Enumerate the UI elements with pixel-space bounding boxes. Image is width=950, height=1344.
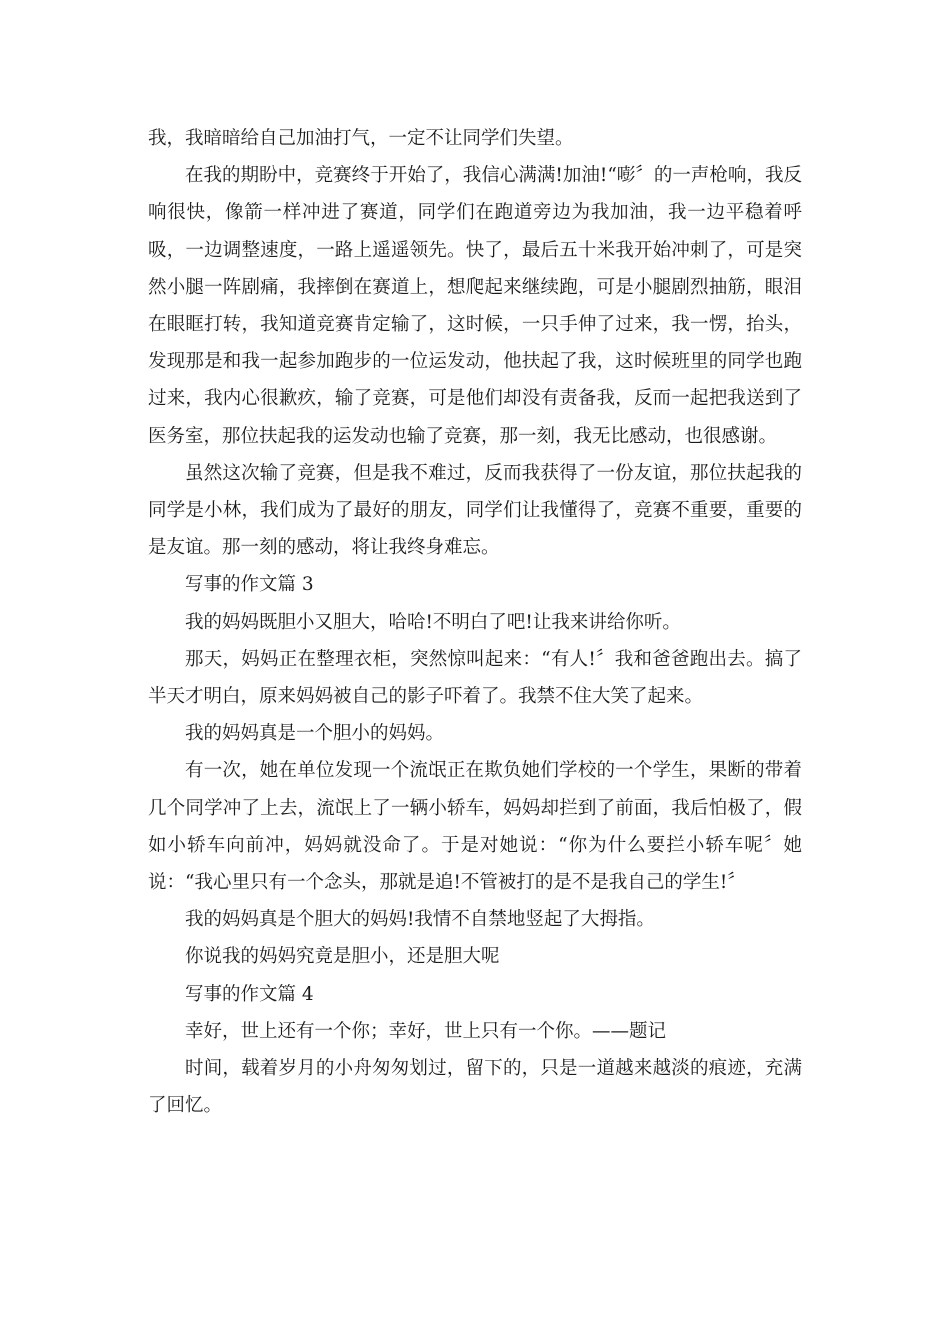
- paragraph-time: 时间，载着岁月的小舟匆匆划过，留下的，只是一道越来越淡的痕迹，充满了回忆。: [148, 1058, 802, 1117]
- paragraph-timid-mother: 我的妈妈真是一个胆小的妈妈。: [185, 723, 445, 745]
- paragraph-brave-story: 有一次，她在单位发现一个流氓正在欺负她们学校的一个学生，果断的带着几个同学冲了上去，流氓上了一辆小轿车，妈妈却拦到了前面，我后怕极了，假如小轿车向前冲，妈妈就没命了。于是对她说：“你为什么要拦小轿车呢〞她说：“我心里只有一个念头，那就是追!不管被打的是不是我自己的学生!〞: [148, 760, 802, 894]
- paragraph-shadow-story: 那天，妈妈正在整理衣柜，突然惊叫起来：“有人!〞我和爸爸跑出去。搞了半天才明白，原来妈妈被自己的影子吓着了。我禁不住大笑了起来。: [148, 648, 802, 708]
- section-heading-3: 写事的作文篇 3: [185, 574, 314, 596]
- document-body: [148, 120, 802, 1124]
- section-heading-4: 写事的作文篇 4: [185, 983, 314, 1005]
- paragraph-race: 在我的期盼中，竞赛终于开始了，我信心满满!加油!“嘭〞的一声枪响，我反响很快，像箭一样冲进了赛道，同学们在跑道旁边为我加油，我一边平稳着呼吸，一边调整速度，一路上遥遥领先。快了，最后五十米我开始冲刺了，可是突然小腿一阵剧痛，我摔倒在赛道上，想爬起来继续跑，可是小腿剧烈抽筋，眼泪在眼眶打转，我知道竞赛肯定输了，这时候，一只手伸了过来，我一愣，抬头，发现那是和我一起参加跑步的一位运发动，他扶起了我，这时候班里的同学也跑过来，我内心很歉疚，输了竞赛，可是他们却没有责备我，反而一起把我送到了医务室，那位扶起我的运发动也输了竞赛，那一刻，我无比感动，也很感谢。: [148, 165, 802, 447]
- paragraph-epigraph: 幸好，世上还有一个你；幸好，世上只有一个你。——题记: [185, 1020, 667, 1042]
- paragraph-brave-mother: 我的妈妈真是个胆大的妈妈!我情不自禁地竖起了大拇指。: [185, 909, 655, 931]
- paragraph-mother-intro: 我的妈妈既胆小又胆大，哈哈!不明白了吧!让我来讲给你听。: [185, 611, 681, 633]
- paragraph-friendship: 虽然这次输了竞赛，但是我不难过，反而我获得了一份友谊，那位扶起我的同学是小林，我们成为了最好的朋友，同学们让我懂得了，竞赛不重要，重要的是友谊。那一刻的感动，将让我终身难忘。: [148, 462, 802, 559]
- paragraph-question: 你说我的妈妈究竟是胆小，还是胆大呢: [185, 946, 500, 968]
- paragraph-continuation: 我，我暗暗给自己加油打气，一定不让同学们失望。: [148, 128, 574, 149]
